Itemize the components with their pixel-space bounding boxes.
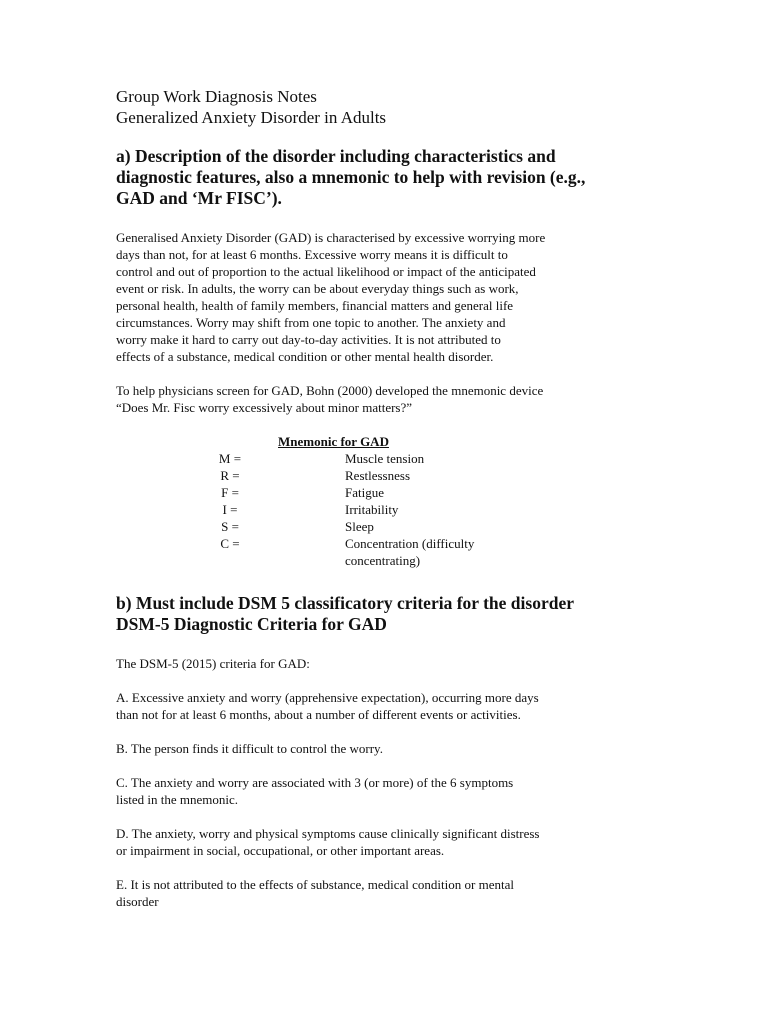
mnemonic-row [116, 501, 656, 518]
mnemonic-letter: R = [220, 468, 240, 483]
paragraph-line: Generalised Anxiety Disorder (GAD) is characterised by excessive worrying more [116, 230, 546, 245]
paragraph-line: circumstances. Worry may shift from one topic to another. The anxiety and [116, 315, 506, 330]
paragraph-line: personal health, health of family members, financial matters and general life [116, 298, 514, 313]
paragraph-line: “Does Mr. Fisc worry excessively about minor matters?” [116, 400, 413, 415]
mnemonic-letter: C = [220, 536, 240, 551]
criterion-d [116, 825, 656, 859]
criterion-line: or impairment in social, occupational, or other important areas. [116, 843, 445, 858]
paragraph-line: worry make it hard to carry out day-to-day activities. It is not attributed to [116, 332, 501, 347]
mnemonic-meaning: Restlessness [345, 468, 410, 483]
criterion-a [116, 689, 656, 723]
mnemonic-letter: M = [218, 451, 242, 466]
mnemonic-intro-paragraph [116, 382, 656, 416]
document-title: Group Work Diagnosis Notes [116, 87, 317, 106]
mnemonic-row [116, 467, 656, 484]
mnemonic-meaning: Sleep [345, 519, 374, 534]
mnemonic-meaning-line: Concentration (difficulty [345, 536, 475, 551]
section-b-heading [116, 593, 656, 635]
mnemonic-meaning: Irritability [345, 502, 399, 517]
criterion-line: C. The anxiety and worry are associated with 3 (or more) of the 6 symptoms [116, 775, 514, 790]
section-b-heading-line: b) Must include DSM 5 classificatory criteria for the disorder [116, 593, 574, 613]
mnemonic-title: Mnemonic for GAD [278, 434, 389, 449]
criterion-line: disorder [116, 894, 159, 909]
mnemonic-meaning [345, 535, 545, 569]
section-b-heading-line: DSM-5 Diagnostic Criteria for GAD [116, 614, 387, 634]
criterion-line: E. It is not attributed to the effects of substance, medical condition or mental [116, 877, 514, 892]
mnemonic-meaning: Fatigue [345, 485, 384, 500]
mnemonic-table [116, 450, 656, 569]
mnemonic-row [116, 450, 656, 467]
paragraph-line: days than not, for at least 6 months. Excessive worry means it is difficult to [116, 247, 508, 262]
criterion-line: A. Excessive anxiety and worry (apprehensive expectation), occurring more days [116, 690, 539, 705]
criterion-line: B. The person finds it difficult to control the worry. [116, 741, 383, 756]
section-a-heading-line: diagnostic features, also a mnemonic to help with revision (e.g., [116, 167, 586, 187]
mnemonic-row [116, 518, 656, 535]
mnemonic-letter: I = [222, 502, 238, 517]
criterion-b [116, 740, 656, 757]
document-page [116, 86, 656, 910]
criterion-e [116, 876, 656, 910]
paragraph-line: control and out of proportion to the actual likelihood or impact of the anticipated [116, 264, 536, 279]
criterion-c [116, 774, 656, 808]
mnemonic-meaning: Muscle tension [345, 451, 425, 466]
criteria-intro: The DSM-5 (2015) criteria for GAD: [116, 656, 310, 671]
mnemonic-row [116, 484, 656, 501]
document-subtitle: Generalized Anxiety Disorder in Adults [116, 108, 387, 127]
criterion-line: D. The anxiety, worry and physical symptoms cause clinically significant distress [116, 826, 540, 841]
section-a-heading-line: a) Description of the disorder including characteristics and [116, 146, 556, 166]
paragraph-line: event or risk. In adults, the worry can be about everyday things such as work, [116, 281, 519, 296]
criterion-line: than not for at least 6 months, about a number of different events or activities. [116, 707, 521, 722]
paragraph-line: To help physicians screen for GAD, Bohn (2000) developed the mnemonic device [116, 383, 544, 398]
section-a-heading [116, 146, 656, 209]
mnemonic-meaning-line: concentrating) [345, 553, 421, 568]
mnemonic-row [116, 535, 656, 569]
mnemonic-letter: F = [221, 485, 239, 500]
paragraph-line: effects of a substance, medical condition or other mental health disorder. [116, 349, 494, 364]
criterion-line: listed in the mnemonic. [116, 792, 239, 807]
mnemonic-letter: S = [221, 519, 239, 534]
description-paragraph [116, 229, 656, 365]
section-a-heading-line: GAD and ‘Mr FISC’). [116, 188, 282, 208]
